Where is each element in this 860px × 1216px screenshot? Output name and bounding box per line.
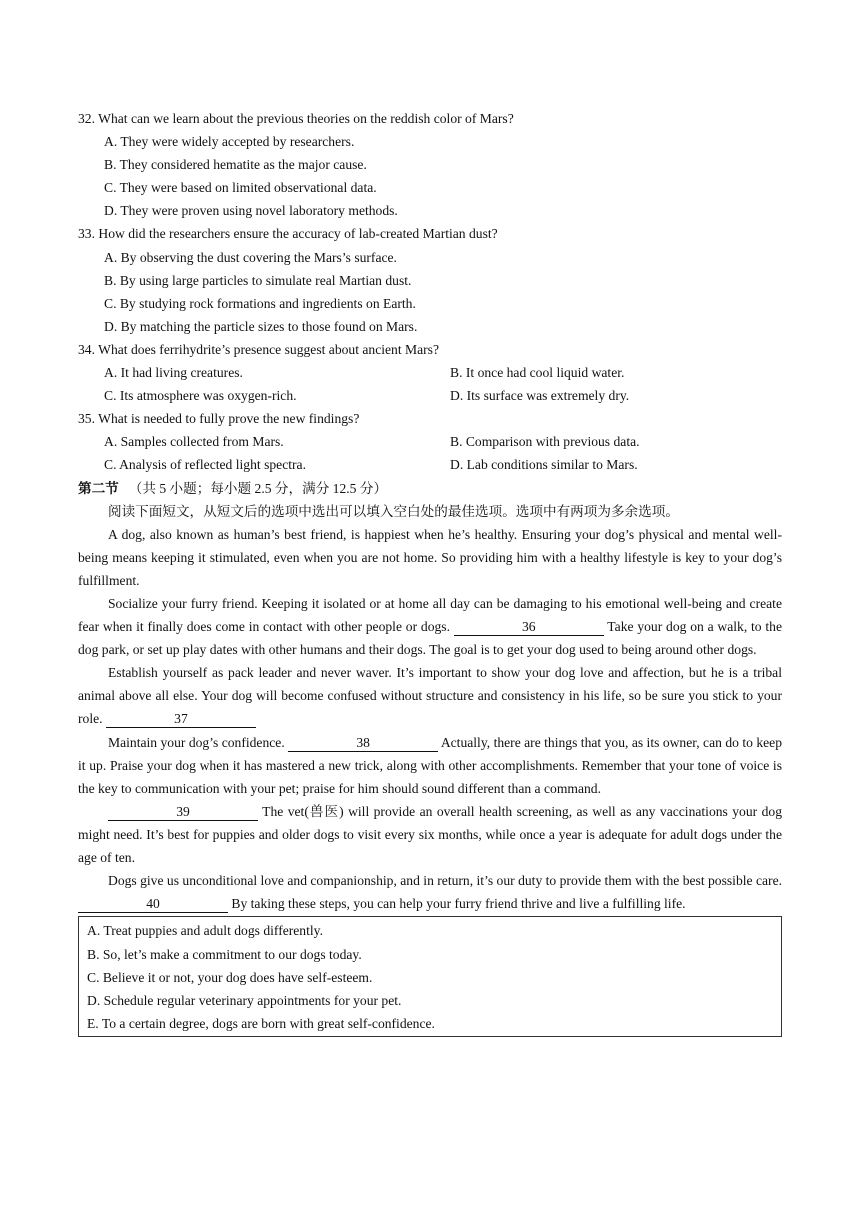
answer-choices-box (78, 916, 782, 1036)
question-35-options-row-1 (78, 430, 782, 453)
question-33-option-c: C. By studying rock formations and ingredients on Earth. (104, 295, 416, 311)
question-34-option-d: D. Its surface was extremely dry. (450, 388, 630, 404)
choice-a: A. Treat puppies and adult dogs differently. (87, 923, 323, 939)
question-33-option-b: B. By using large particles to simulate real Martian dust. (104, 272, 412, 288)
question-34-option-c: C. Its atmosphere was oxygen-rich. (104, 388, 297, 404)
section-2-scoring-note: （共 5 小题；每小题 2.5 分，满分 12.5 分） (128, 480, 388, 496)
question-32-option-b: B. They considered hematite as the major cause. (104, 157, 367, 173)
section-2-instruction: 阅读下面短文，从短文后的选项中选出可以填入空白处的最佳选项。选项中有两项为多余选项。 (108, 503, 679, 519)
question-32-option-c: C. They were based on limited observational data. (104, 180, 377, 196)
question-34-option-a: A. It had living creatures. (104, 365, 243, 381)
question-34-stem: 34. What does ferrihydrite’s presence suggest about ancient Mars? (78, 341, 439, 357)
question-35-option-b: B. Comparison with previous data. (450, 434, 640, 450)
passage-paragraph-6-text-b: By taking these steps, you can help your furry friend thrive and live a fulfilling life. (228, 896, 686, 912)
passage-paragraph-5 (78, 800, 782, 869)
question-35-stem: 35. What is needed to fully prove the new findings? (78, 411, 360, 427)
question-35-option-a: A. Samples collected from Mars. (104, 434, 284, 450)
question-33-option-a: A. By observing the dust covering the Mars’s surface. (104, 249, 397, 265)
passage-paragraph-3 (78, 661, 782, 730)
question-34-options-row-1 (78, 361, 782, 384)
section-2-title: 第二节 (78, 480, 119, 496)
passage-paragraph-2 (78, 592, 782, 661)
blank-38: 38 (288, 734, 438, 752)
question-35-option-d: D. Lab conditions similar to Mars. (450, 457, 638, 473)
blank-40: 40 (78, 895, 228, 913)
passage-paragraph-6-text-a: Dogs give us unconditional love and companionship, and in return, it’s our duty to provide them with the best possible care. (108, 873, 782, 889)
choice-c: C. Believe it or not, your dog does have self-esteem. (87, 969, 373, 985)
section-2-heading (78, 477, 782, 500)
passage-paragraph-4-text-a: Maintain your dog’s confidence. (108, 734, 289, 750)
passage-paragraph-4-text-b: Actually, there are things that you, as its owner, can do to keep it up. Praise your dog when it has mastered a new trick, along with other accomplishments. Remember that your tone of voice is the key to communication with your pet; praise for him should sound different than a command. (78, 734, 783, 796)
choice-e: E. To a certain degree, dogs are born with great self-confidence. (87, 1016, 435, 1032)
passage-paragraph-1: A dog, also known as human’s best friend, is happiest when he’s healthy. Ensuring your dog’s physical and mental well-being means keeping it stimulated, even when you are not home. So providing him with a healthy lifestyle is key to your dog’s fulfillment. (78, 526, 782, 588)
question-34-option-b: B. It once had cool liquid water. (450, 365, 625, 381)
question-35-options-row-2 (78, 453, 782, 476)
passage-paragraph-6 (78, 869, 782, 915)
question-34-options-row-2 (78, 384, 782, 407)
blank-36: 36 (454, 618, 604, 636)
choice-d: D. Schedule regular veterinary appointments for your pet. (87, 993, 402, 1009)
question-32-option-d: D. They were proven using novel laboratory methods. (104, 203, 398, 219)
blank-37: 37 (106, 710, 256, 728)
passage-paragraph-4 (78, 731, 782, 800)
blank-39: 39 (108, 803, 258, 821)
passage-paragraph-2-text-a: Socialize your furry friend. Keeping it isolated or at home all day can be damaging to his emotional well-being and create fear when it finally does come in contact with other people or dogs. (78, 595, 782, 635)
question-32-stem: 32. What can we learn about the previous theories on the reddish color of Mars? (78, 111, 514, 126)
passage-paragraph-3-text: Establish yourself as pack leader and never waver. It’s important to show your dog love and affection, but he is a tribal animal above all else. Your dog will become confused without structure and consistency in his life, so be sure you stick to your role. (78, 665, 782, 727)
passage-paragraph-2-text-b: Take your dog on a walk, to the dog park, or set up play dates with other humans and their dogs. The goal is to get your dog used to being around other dogs. (78, 619, 782, 658)
document-content (78, 107, 782, 1037)
question-33-stem: 33. How did the researchers ensure the accuracy of lab-created Martian dust? (78, 226, 498, 242)
choice-b: B. So, let’s make a commitment to our dogs today. (87, 946, 362, 962)
question-32-option-a: A. They were widely accepted by researchers. (104, 134, 355, 150)
question-35-option-c: C. Analysis of reflected light spectra. (104, 457, 306, 473)
passage-paragraph-5-text: The vet(兽医) will provide an overall health screening, as well as any vaccinations your dog might need. It’s best for puppies and older dogs to visit every six months, while once a year is adequate for adult dogs under the age of ten. (78, 803, 782, 865)
question-33-option-d: D. By matching the particle sizes to those found on Mars. (104, 318, 418, 334)
